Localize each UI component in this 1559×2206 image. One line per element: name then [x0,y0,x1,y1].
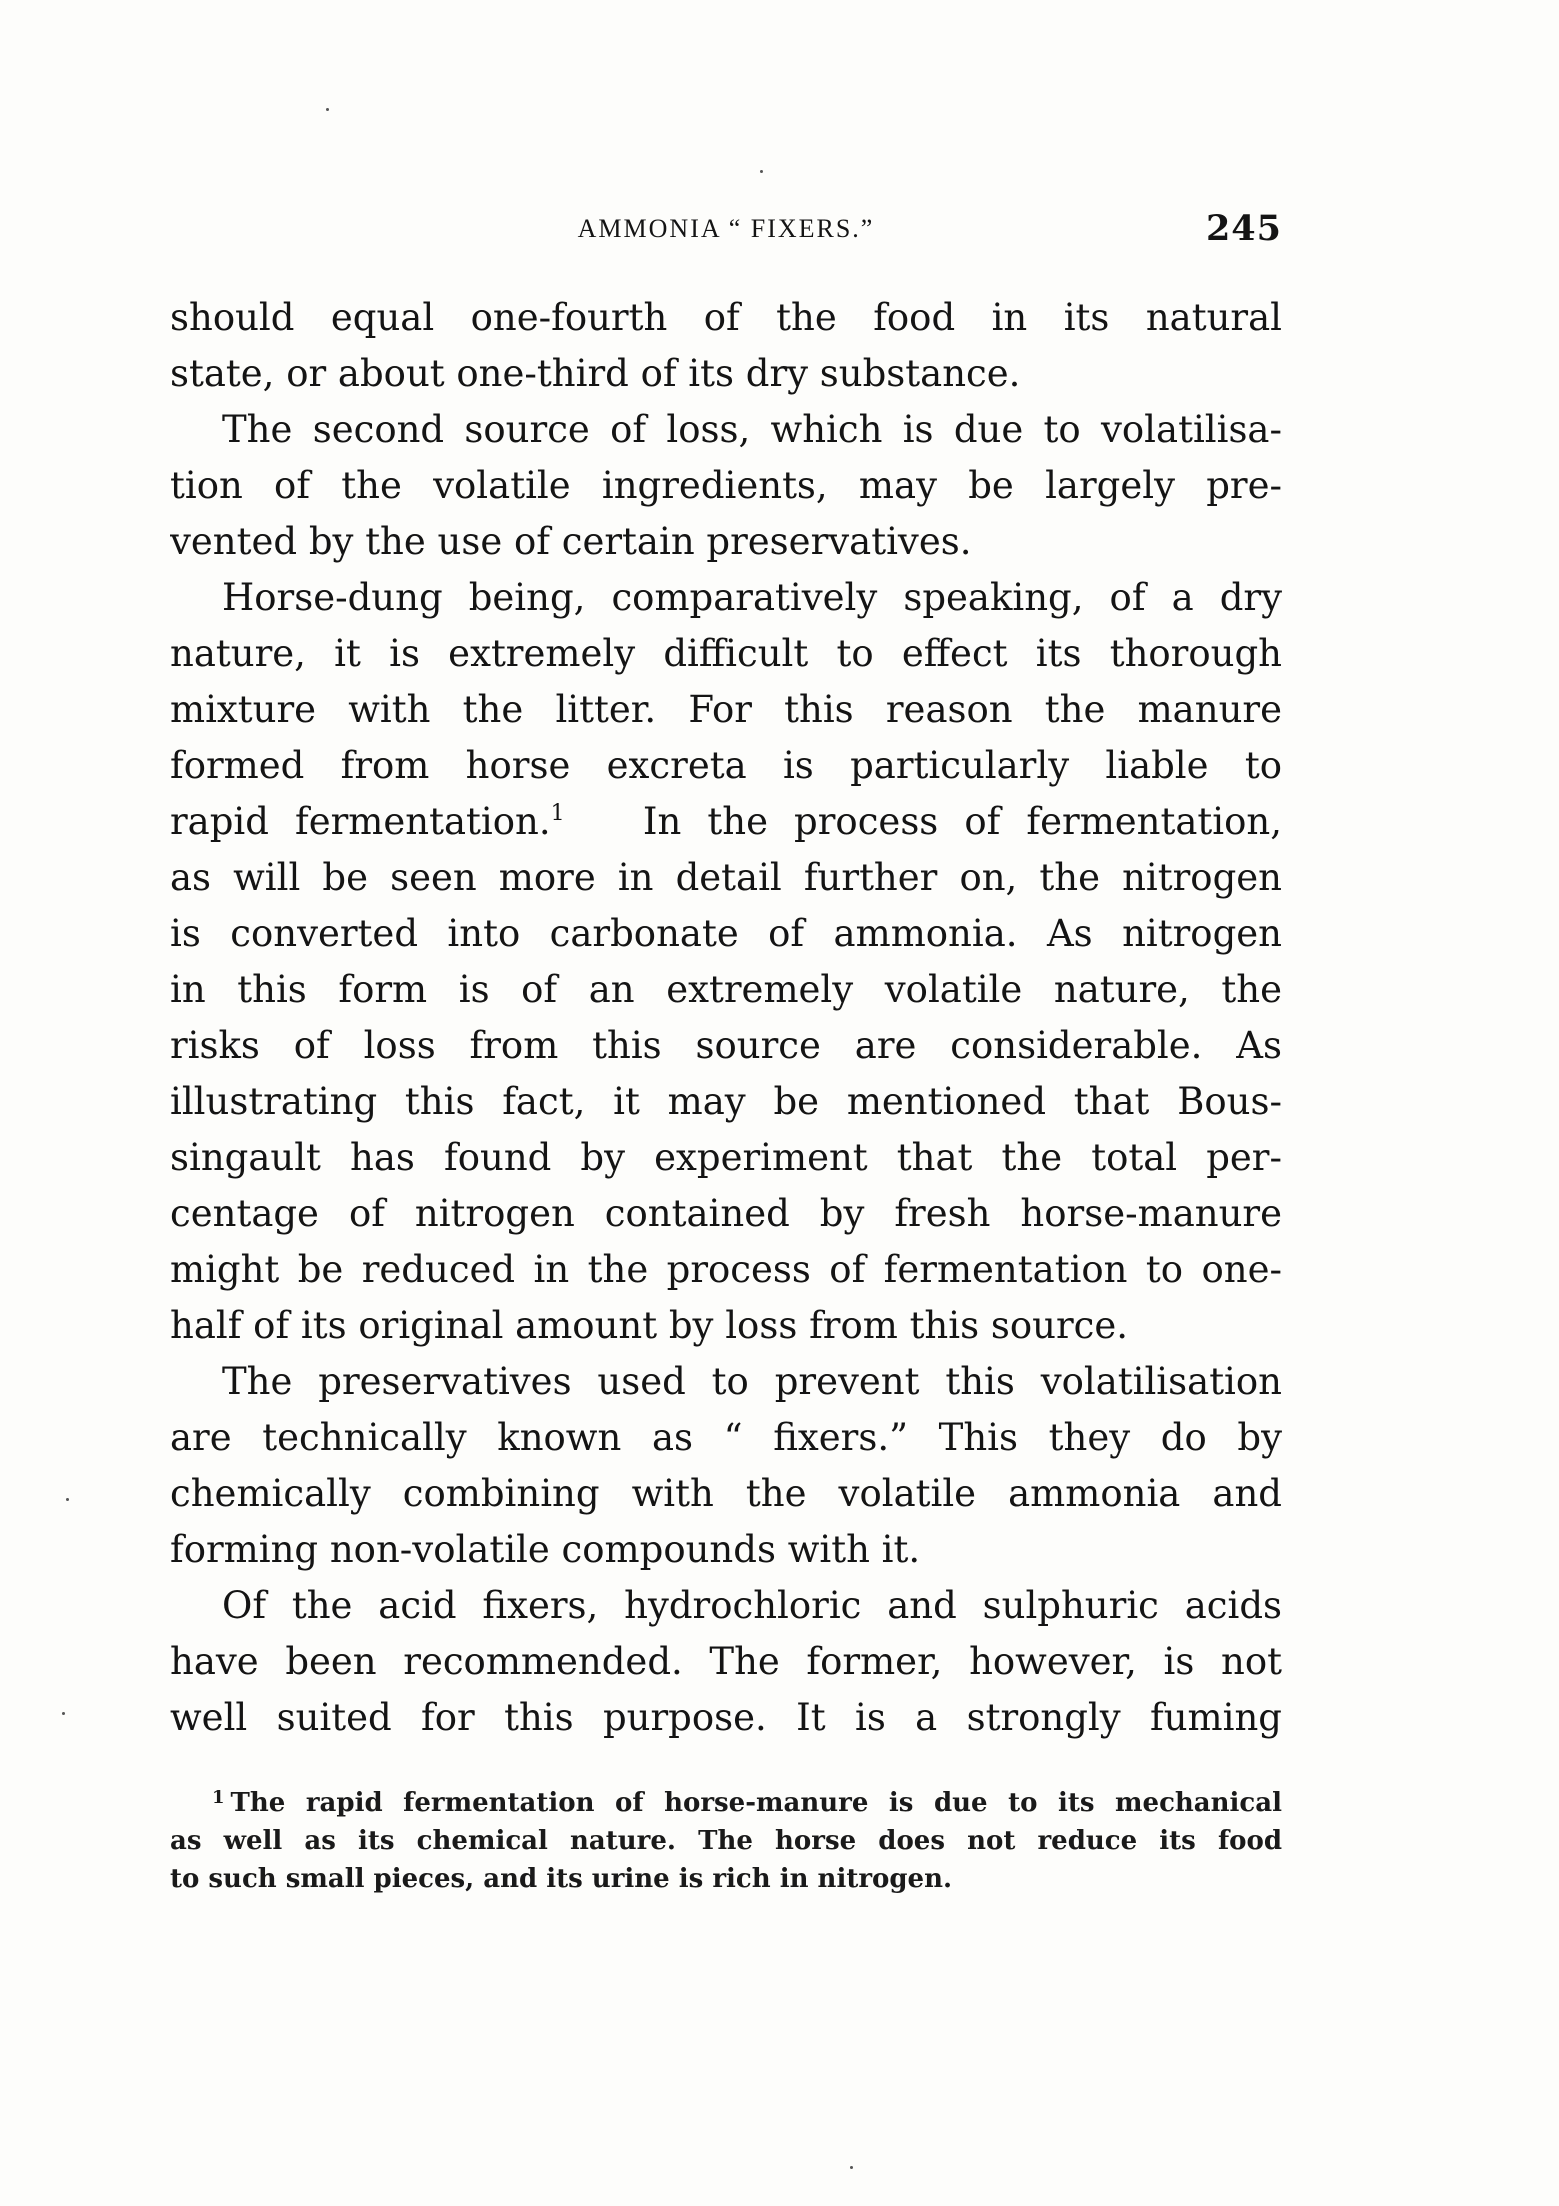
print-speck [760,170,763,173]
body-text [170,290,1282,1746]
page-number: 245 [1205,208,1282,249]
footnote-line: to such small pieces, and its urine is rich in nitrogen. [170,1864,953,1894]
footnote-marker: 1 [212,1787,225,1808]
text-line: nature, it is extremely difficult to effect its thorough [170,632,1282,675]
print-speck [62,1712,65,1715]
footnote-line [170,1784,1282,1822]
running-head [170,208,1282,258]
text-line: vented by the use of certain preservatives. [170,520,972,563]
text-line: are technically known as “ fixers.” This they do by [170,1416,1282,1459]
text-line: The second source of loss, which is due to volatilisa- [222,408,1282,451]
text-line: Of the acid fixers, hydrochloric and sulphuric acids [222,1584,1282,1627]
text-line: might be reduced in the process of fermentation to one- [170,1248,1282,1291]
print-speck [66,1498,69,1501]
text-line: well suited for this purpose. It is a strongly fuming [170,1696,1282,1739]
text-line: The preservatives used to prevent this volatilisation [222,1360,1282,1403]
text-line-with-footnote [170,794,1282,850]
text-line: formed from horse excreta is particularly liable to [170,744,1282,787]
print-speck [326,108,329,111]
text-line: centage of nitrogen contained by fresh horse-manure [170,1192,1282,1235]
running-title: AMMONIA “ FIXERS.” [577,214,875,243]
text-line: singault has found by experiment that the total per- [170,1136,1282,1179]
text-line: as will be seen more in detail further on, the nitrogen [170,856,1282,899]
text-line: Horse-dung being, comparatively speaking, of a dry [222,576,1282,619]
text-line: chemically combining with the volatile ammonia and [170,1472,1282,1515]
text-line: half of its original amount by loss from this source. [170,1304,1129,1347]
text-line: is converted into carbonate of ammonia. As nitrogen [170,912,1282,955]
text-segment: rapid fermentation. [170,800,551,843]
text-line: risks of loss from this source are considerable. As [170,1024,1282,1067]
text-line: state, or about one-third of its dry substance. [170,352,1021,395]
print-speck [850,2166,853,2169]
text-line: tion of the volatile ingredients, may be largely pre- [170,464,1282,507]
text-line: illustrating this fact, it may be mentioned that Bous- [170,1080,1282,1123]
footnote-reference: 1 [550,801,565,826]
footnote [170,1784,1282,1898]
text-line: have been recommended. The former, however, is not [170,1640,1282,1683]
footnote-text: The rapid fermentation of horse-manure is due to its mechanical [230,1788,1282,1818]
text-line: mixture with the litter. For this reason the manure [170,688,1282,731]
text-segment: In the process of fermentation, [642,800,1282,843]
text-line: should equal one-fourth of the food in its natural [170,296,1282,339]
footnote-line: as well as its chemical nature. The horse does not reduce its food [170,1826,1282,1856]
text-line: in this form is of an extremely volatile nature, the [170,968,1282,1011]
text-line: forming non-volatile compounds with it. [170,1528,921,1571]
